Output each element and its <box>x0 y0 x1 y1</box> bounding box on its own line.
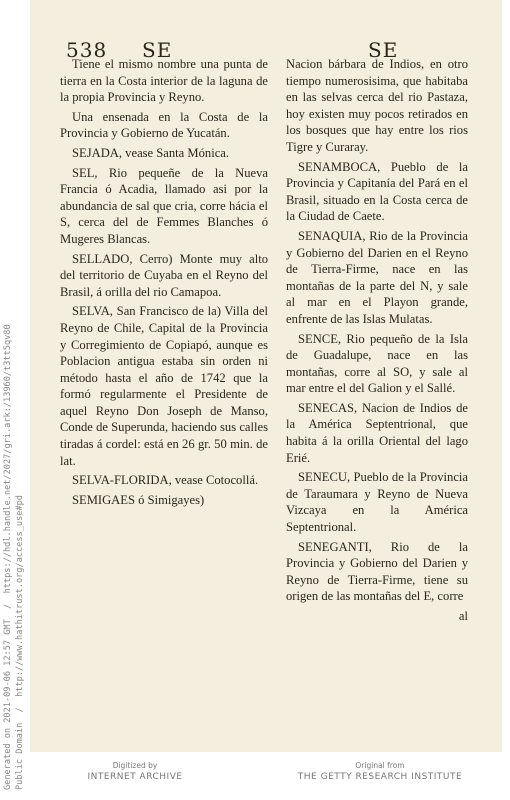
sidebar-text <box>2 324 26 790</box>
entry-paragraph: SENECAS, Nacion de Indios de la América Septentrional, que habita á la orilla Oriental del lago Erié. <box>286 400 468 465</box>
entry-paragraph: Nacion bárbara de Indios, en otro tiempo numerosisima, que habitaba en las selvas cerca del rio Pastaza, hoy existen muy pocos retirados en los bosques que hay entre los rios Tigre y Curaray. <box>286 57 468 154</box>
original-from-footer <box>280 760 480 784</box>
entry-paragraph: SEMIGAES ó Simigayes) <box>72 492 205 507</box>
entry-paragraph: SELVA-FLORIDA, vease Cotocollá. <box>72 473 259 488</box>
right-running-head: SE <box>368 38 399 62</box>
sidebar-line-1: Generated on 2021-09-06 12:57 GMT / https://hdl.handle.net/2027/gri.ark:/13960/t3tt5qv80 <box>3 324 13 790</box>
digitized-by-footer <box>60 760 210 784</box>
entry-paragraph: Una ensenada en la Costa de la Provincia y Gobierno de Yucatán. <box>60 109 268 141</box>
sidebar-line-2: Public Domain / http://www.hathitrust.org/access_use#pd <box>15 495 25 790</box>
entry-paragraph: SELLADO, Cerro) Monte muy alto del territorio de Cuyaba en el Reyno del Brasil, á orilla del rio Camapoa. <box>60 251 268 299</box>
left-running-head: SE <box>142 38 173 62</box>
entry-paragraph: SEJADA, vease Santa Mónica. <box>72 145 230 160</box>
right-column <box>286 56 468 625</box>
entry-paragraph: SENEGANTI, Rio de la Provincia y Gobierno del Darien y Reyno de Tierra-Firme, tiene su origen de las montañas del E, corre <box>286 539 468 604</box>
page-number: 538 <box>66 38 108 62</box>
entry-paragraph: SENAMBOCA, Pueblo de la Provincia y Capitanía del Pará en el Brasil, situado en la Costa cerca de la Ciudad de Caete. <box>286 159 468 224</box>
footer-left-name: INTERNET ARCHIVE <box>87 772 183 782</box>
footer-left-caption: Digitized by <box>112 761 158 770</box>
catchword: al <box>458 609 468 623</box>
entry-paragraph: SENCE, Rio pequeño de la Isla de Guadalupe, nace en las montañas, corre al SO, y sale al mar entre el del Galion y el Sallé. <box>286 331 468 396</box>
footer-right-caption: Original from <box>355 761 405 770</box>
left-column <box>60 56 268 511</box>
footer-right-name: THE GETTY RESEARCH INSTITUTE <box>297 772 463 782</box>
entry-paragraph: SENECU, Pueblo de la Provincia de Taraumara y Reyno de Nueva Vizcaya en la América Septentrional. <box>286 470 468 535</box>
entry-paragraph: Tiene el mismo nombre una punta de tierra en la Costa interior de la laguna de la propia Provincia y Reyno. <box>60 57 268 105</box>
entry-paragraph: SEL, Rio pequeñe de la Nueva Francia ó Acadia, llamado asi por la abundancia de sal que cria, corre hácia el S, cerca del de Femmes Blanches ó Mugeres Blancas. <box>60 165 268 246</box>
entry-paragraph: SELVA, San Francisco de la) Villa del Reyno de Chile, Capital de la Provincia y Corregimiento de Copiapó, aunque es Poblacion antigua estaba sin orden ni método hasta el año de 1742 que la formó regularmente el Presidente de aquel Reyno Don Joseph de Manso, Conde de Superunda, haciendo sus calles tiradas á cordel: está en 26 gr. 50 min. de lat. <box>60 304 268 468</box>
entry-paragraph: SENAQUIA, Rio de la Provincia y Gobierno del Darien en el Reyno de Tierra-Firme, nace en las montañas de la parte del N, y sale al mar en el Playon grande, enfrente de las Islas Mulatas. <box>286 228 468 326</box>
hathitrust-sidebar <box>0 0 30 800</box>
